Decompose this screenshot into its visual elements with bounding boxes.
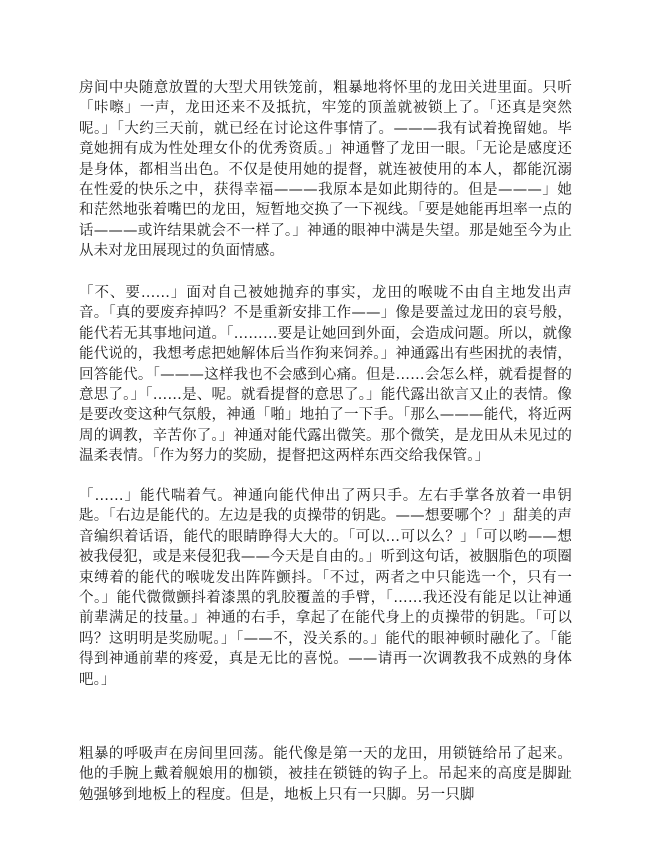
paragraph: 「不、要……」面对自己被她抛弃的事实，龙田的喉咙不由自主地发出声音。「真的要废弃掉吗？不是重新安排工作——」像是要盖过龙田的哀号般，能代若无其事地问道。「………要是让她回到外面，会造成问题。所以，就像能代说的，我想考虑把她解体后当作狗来饲养。」神通露出有些困扰的表情，回答能代。「———这样我也不会感到心痛。但是……会怎么样，就看提督的意思了。」「……是、呢。就看提督的意思了。」能代露出欲言又止的表情。像是要改变这种气氛般，神通「啪」地拍了一下手。「那么———能代，将近两周的调教，辛苦你了。」神通对能代露出微笑。那个微笑，是龙田从未见过的温柔表情。「作为努力的奖励，提督把这两样东西交给我保管。」 [79,285,572,465]
paragraph: 房间中央随意放置的大型犬用铁笼前，粗暴地将怀里的龙田关进里面。只听「咔嚓」一声，龙田还来不及抵抗，牢笼的顶盖就被锁上了。「还真是突然呢。」「大约三天前，就已经在讨论这件事情了。———我有试着挽留她。毕竟她拥有成为性处理女仆的优秀资质。」神通瞥了龙田一眼。「无论是感度还是身体，都相当出色。不仅是使用她的提督，就连被使用的本人，都能沉溺在性爱的快乐之中，获得幸福———我原本是如此期待的。但是———」她和茫然地张着嘴巴的龙田，短暂地交换了一下视线。「要是她能再坦率一点的话———或许结果就会不一样了。」神通的眼神中满是失望。那是她至今为止从未对龙田展现过的负面情感。 [79,80,572,260]
paragraph: 粗暴的呼吸声在房间里回荡。能代像是第一天的龙田，用锁链给吊了起来。他的手腕上戴着舰娘用的枷锁，被挂在锁链的钩子上。吊起来的高度是脚趾勉强够到地板上的程度。但是，地板上只有一只脚。另一只脚 [79,746,572,803]
paragraph: 「……」能代喘着气。神通向能代伸出了两只手。左右手掌各放着一串钥匙。「右边是能代的。左边是我的贞操带的钥匙。——想要哪个？」甜美的声音编织着话语，能代的眼睛睁得大大的。「可以…可以么？」「可以哟——想被我侵犯，或是来侵犯我——今天是自由的。」听到这句话，被胭脂色的项圈束缚着的能代的喉咙发出阵阵颤抖。「不过，两者之中只能选一个，只有一个。」能代微微颤抖着漆黑的乳胶覆盖的手臂，「……我还没有能足以让神通前辈满足的技量。」神通的右手，拿起了在能代身上的贞操带的钥匙。「可以吗？这明明是奖励呢。」「——不，没关系的。」能代的眼神顿时融化了。「能得到神通前辈的疼爱，真是无比的喜悦。——请再一次调教我不成熟的身体吧。」 [79,488,572,688]
